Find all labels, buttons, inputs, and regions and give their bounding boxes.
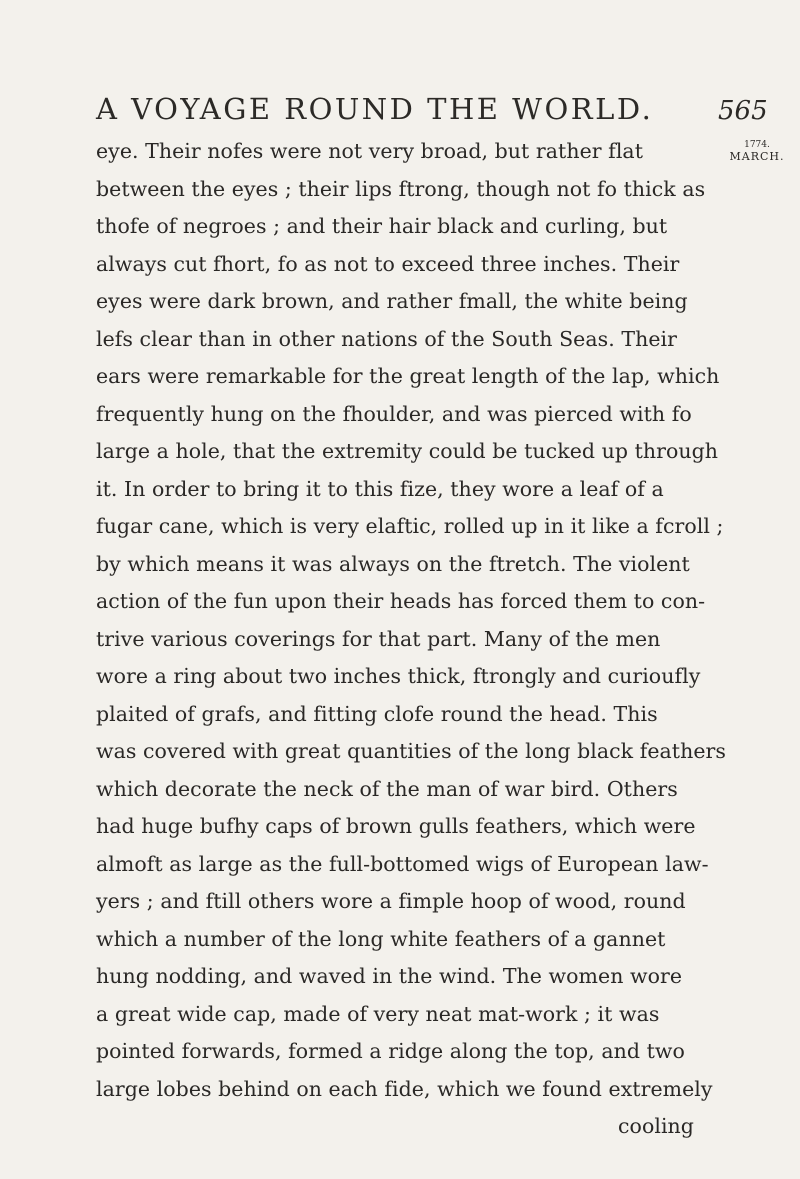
text-line: action of the fun upon their heads has forced them to con-: [96, 589, 706, 613]
text-line: ears were remarkable for the great length of the lap, which: [96, 364, 720, 388]
text-line: which decorate the neck of the man of war bird. Others: [96, 776, 678, 801]
text-line: hung nodding, and waved in the wind. The women wore: [96, 964, 683, 988]
text-line: trive various coverings for that part. Many of the men: [96, 626, 661, 651]
text-line: large lobes behind on each fide, which we found extremely: [96, 1076, 713, 1101]
text-line: between the eyes ; their lips ftrong, though not fo thick as: [96, 176, 706, 201]
text-line: always cut fhort, fo as not to exceed three inches. Their: [96, 251, 680, 276]
text-line: had huge bufhy caps of brown gulls feathers, which were: [96, 814, 696, 838]
text-line: fugar cane, which is very elaftic, rolled up in it like a fcroll ;: [96, 514, 724, 538]
text-line: plaited of grafs, and fitting clofe round the head. This: [96, 701, 658, 726]
text-line: wore a ring about two inches thick, ftrongly and curioufly: [96, 664, 701, 688]
text-line: eyes were dark brown, and rather fmall, the white being: [96, 289, 688, 313]
text-line: almoft as large as the full-bottomed wigs of European law-: [96, 851, 709, 876]
margin-note-year: 1774.: [744, 140, 770, 150]
text-line: yers ; and ftill others wore a fimple hoop of wood, round: [96, 889, 686, 913]
body-text: [96, 133, 736, 1146]
text-line: a great wide cap, made of very neat mat-work ; it was: [96, 1001, 660, 1026]
text-line: by which means it was always on the ftretch. The violent: [96, 551, 690, 576]
margin-date-note: [727, 140, 787, 162]
catchword: cooling: [618, 1114, 694, 1138]
margin-note-month: MARCH.: [729, 150, 785, 163]
text-line: thofe of negroes ; and their hair black and curling, but: [96, 214, 668, 238]
text-line: pointed forwards, formed a ridge along the top, and two: [96, 1039, 685, 1063]
text-line: lefs clear than in other nations of the South Seas. Their: [96, 326, 677, 351]
text-line: was covered with great quantities of the long black feathers: [96, 739, 726, 763]
text-line: eye. Their nofes were not very broad, but rather flat: [96, 139, 643, 163]
text-line: frequently hung on the fhoulder, and was pierced with fo: [96, 401, 692, 426]
running-title: A VOYAGE ROUND THE WORLD.: [96, 92, 654, 126]
text-line: it. In order to bring it to this fize, they wore a leaf of a: [96, 476, 664, 501]
page-number: 565: [718, 96, 768, 126]
text-line: which a number of the long white feathers of a gannet: [96, 926, 666, 951]
text-line: large a hole, that the extremity could be tucked up through: [96, 439, 719, 463]
